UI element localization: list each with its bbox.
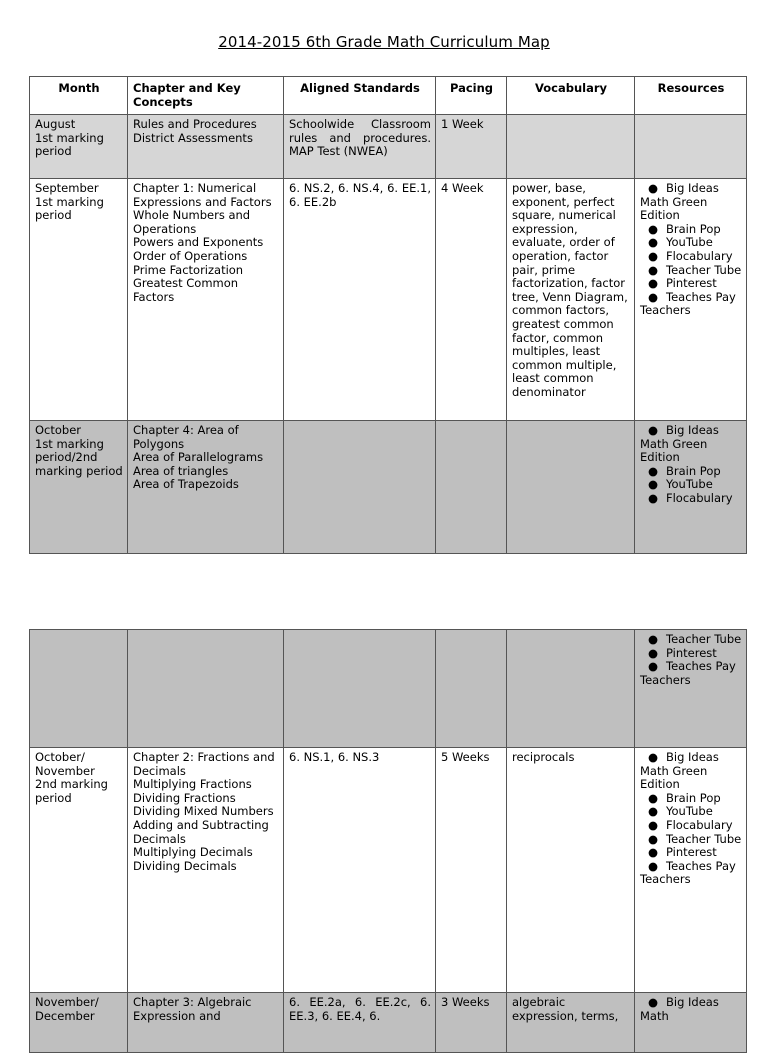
bullet-icon: ● [647,477,659,492]
bullet-icon: ● [647,289,659,304]
month-cell [30,115,128,179]
resource-label: Big Ideas Math Green Edition [640,423,719,465]
concept-item: • Rules and Procedures [133,118,279,132]
concept-item: Chapter 2: Fractions and Decimals [133,750,275,778]
header-month: Month [30,77,128,115]
pacing-cell: 4 Week [436,179,507,421]
concepts-list [133,182,279,304]
concept-item: Chapter 1: Numerical Expressions and Factors [133,181,272,209]
concepts-cell [128,993,284,1053]
bullet-icon: ● [647,659,659,674]
concept-item: • Multiplying Decimals [133,846,279,860]
concept-item: • Dividing Fractions [133,792,279,806]
concept-item: • Order of Operations [133,250,279,264]
resource-label: Teacher Tube [666,262,742,277]
resource-item [640,792,742,806]
header-concepts: Chapter and Key Concepts [128,77,284,115]
concept-item: Chapter 3: Algebraic Expression and [133,995,252,1023]
concept-item: • Multiplying Fractions [133,778,279,792]
month-text: September 1st marking period [35,181,104,223]
bullet-icon: ● [647,831,659,846]
resource-item [640,860,742,887]
concept-item: • Dividing Decimals [133,860,279,874]
resources-cell [635,993,747,1053]
month-cell [30,748,128,993]
resource-label: Teacher Tube [666,831,742,846]
resource-label: Big Ideas Math Green Edition [640,181,719,223]
standards-cell: 6. NS.2, 6. NS.4, 6. EE.1, 6. EE.2b [284,179,436,421]
bullet-icon: ● [647,632,659,646]
resource-item [640,478,742,492]
resources-cell [635,179,747,421]
concept-item: • Whole Numbers and Operations [133,209,279,236]
vocabulary-cell [507,630,635,748]
bullet-icon: ● [647,790,659,805]
resource-label: Teaches Pay Teachers [640,289,736,318]
table-row [30,421,747,554]
pacing-cell: 5 Weeks [436,748,507,993]
resource-label: Big Ideas Math [640,995,719,1023]
resource-label: YouTube [666,804,713,819]
pacing-cell [436,630,507,748]
standards-cell: Schoolwide Classroom rules and procedures. MAP Test (NWEA) [284,115,436,179]
resource-label: Teacher Tube [666,632,742,646]
resource-label: YouTube [666,477,713,492]
concepts-list [133,996,279,1023]
bullet-icon: ● [647,995,659,1009]
resource-label: Pinterest [666,645,717,660]
concept-item: • Adding and Subtracting Decimals [133,819,279,846]
resource-item [640,633,742,647]
bullet-icon: ● [647,490,659,505]
resource-item [640,819,742,833]
month-text: October/ November 2nd marking period [35,750,108,805]
resource-item [640,250,742,264]
resources-cell [635,748,747,993]
resource-label: Flocabulary [666,248,733,263]
header-resources: Resources [635,77,747,115]
month-cell [30,179,128,421]
concept-item: • Area of triangles [133,465,279,479]
bullet-icon: ● [647,248,659,263]
month-text: August 1st marking period [35,117,104,159]
concepts-cell [128,421,284,554]
bullet-icon: ● [647,645,659,660]
resource-label: Teaches Pay Teachers [640,858,736,887]
vocabulary-cell: algebraic expression, terms, [507,993,635,1053]
resource-item [640,277,742,291]
header-standards: Aligned Standards [284,77,436,115]
standards-cell: 6. NS.1, 6. NS.3 [284,748,436,993]
curriculum-table-part-1 [29,76,747,554]
resource-item [640,223,742,237]
resource-item [640,465,742,479]
resource-label: Pinterest [666,845,717,860]
standards-cell [284,630,436,748]
resource-item [640,996,742,1023]
concept-item: • District Assessments [133,132,279,146]
bullet-icon: ● [647,817,659,832]
concept-item: Chapter 4: Area of Polygons [133,423,239,451]
bullet-icon: ● [647,276,659,291]
month-cell [30,630,128,748]
resource-item [640,264,742,278]
table-row [30,748,747,993]
bullet-icon: ● [647,423,659,437]
resource-item [640,236,742,250]
concepts-cell [128,115,284,179]
vocabulary-cell: power, base, exponent, perfect square, numerical expression, evaluate, order of operation, factor pair, prime factorization, factor tree, Venn Diagram, common factors, greatest common factor, common multiples, least common multiple, least common denominator [507,179,635,421]
resource-item [640,660,742,687]
resource-label: Flocabulary [666,817,733,832]
concepts-list [133,424,279,492]
concept-item: • Area of Trapezoids [133,478,279,492]
resources-cell [635,630,747,748]
header-pacing: Pacing [436,77,507,115]
resource-item [640,805,742,819]
vocabulary-cell [507,115,635,179]
concept-item: • Prime Factorization [133,264,279,278]
resource-label: Brain Pop [666,221,721,236]
resource-label: Flocabulary [666,490,733,505]
resource-label: Big Ideas Math Green Edition [640,750,719,792]
resource-item [640,182,742,223]
bullet-icon: ● [647,845,659,860]
bullet-icon: ● [647,235,659,250]
bullet-icon: ● [647,262,659,277]
table-row [30,630,747,748]
bullet-icon: ● [647,181,659,195]
month-cell [30,993,128,1053]
concepts-cell [128,179,284,421]
resource-item [640,424,742,465]
month-text: October 1st marking period/2nd marking period [35,423,123,478]
concept-item: • Powers and Exponents [133,236,279,250]
bullet-icon: ● [647,750,659,764]
resource-label: Brain Pop [666,790,721,805]
table-row [30,993,747,1053]
bullet-icon: ● [647,804,659,819]
header-vocabulary: Vocabulary [507,77,635,115]
resource-item [640,492,742,506]
month-text: November/ December [35,995,99,1023]
pacing-cell [436,421,507,554]
resources-cell [635,115,747,179]
resource-item [640,833,742,847]
concept-item: • Dividing Mixed Numbers [133,805,279,819]
resource-label: Teaches Pay Teachers [640,659,736,687]
table-row [30,179,747,421]
concept-item: • Greatest Common Factors [133,277,279,304]
curriculum-table-part-2 [29,629,747,1053]
resource-item [640,647,742,661]
concepts-list [133,751,279,873]
table-header-row [30,77,747,115]
bullet-icon: ● [647,858,659,873]
resource-label: YouTube [666,235,713,250]
bullet-icon: ● [647,463,659,478]
concepts-cell [128,630,284,748]
concepts-list [133,118,279,145]
vocabulary-cell [507,421,635,554]
resource-item [640,846,742,860]
standards-cell [284,421,436,554]
resource-label: Pinterest [666,276,717,291]
pacing-cell: 1 Week [436,115,507,179]
concept-item: • Area of Parallelograms [133,451,279,465]
resource-item [640,291,742,318]
resource-label: Brain Pop [666,463,721,478]
month-cell [30,421,128,554]
table-row [30,115,747,179]
resources-cell [635,421,747,554]
resource-item [640,751,742,792]
pacing-cell: 3 Weeks [436,993,507,1053]
standards-cell: 6. EE.2a, 6. EE.2c, 6. EE.3, 6. EE.4, 6. [284,993,436,1053]
concepts-cell [128,748,284,993]
vocabulary-cell: reciprocals [507,748,635,993]
bullet-icon: ● [647,221,659,236]
page-title: 2014-2015 6th Grade Math Curriculum Map [218,33,550,51]
